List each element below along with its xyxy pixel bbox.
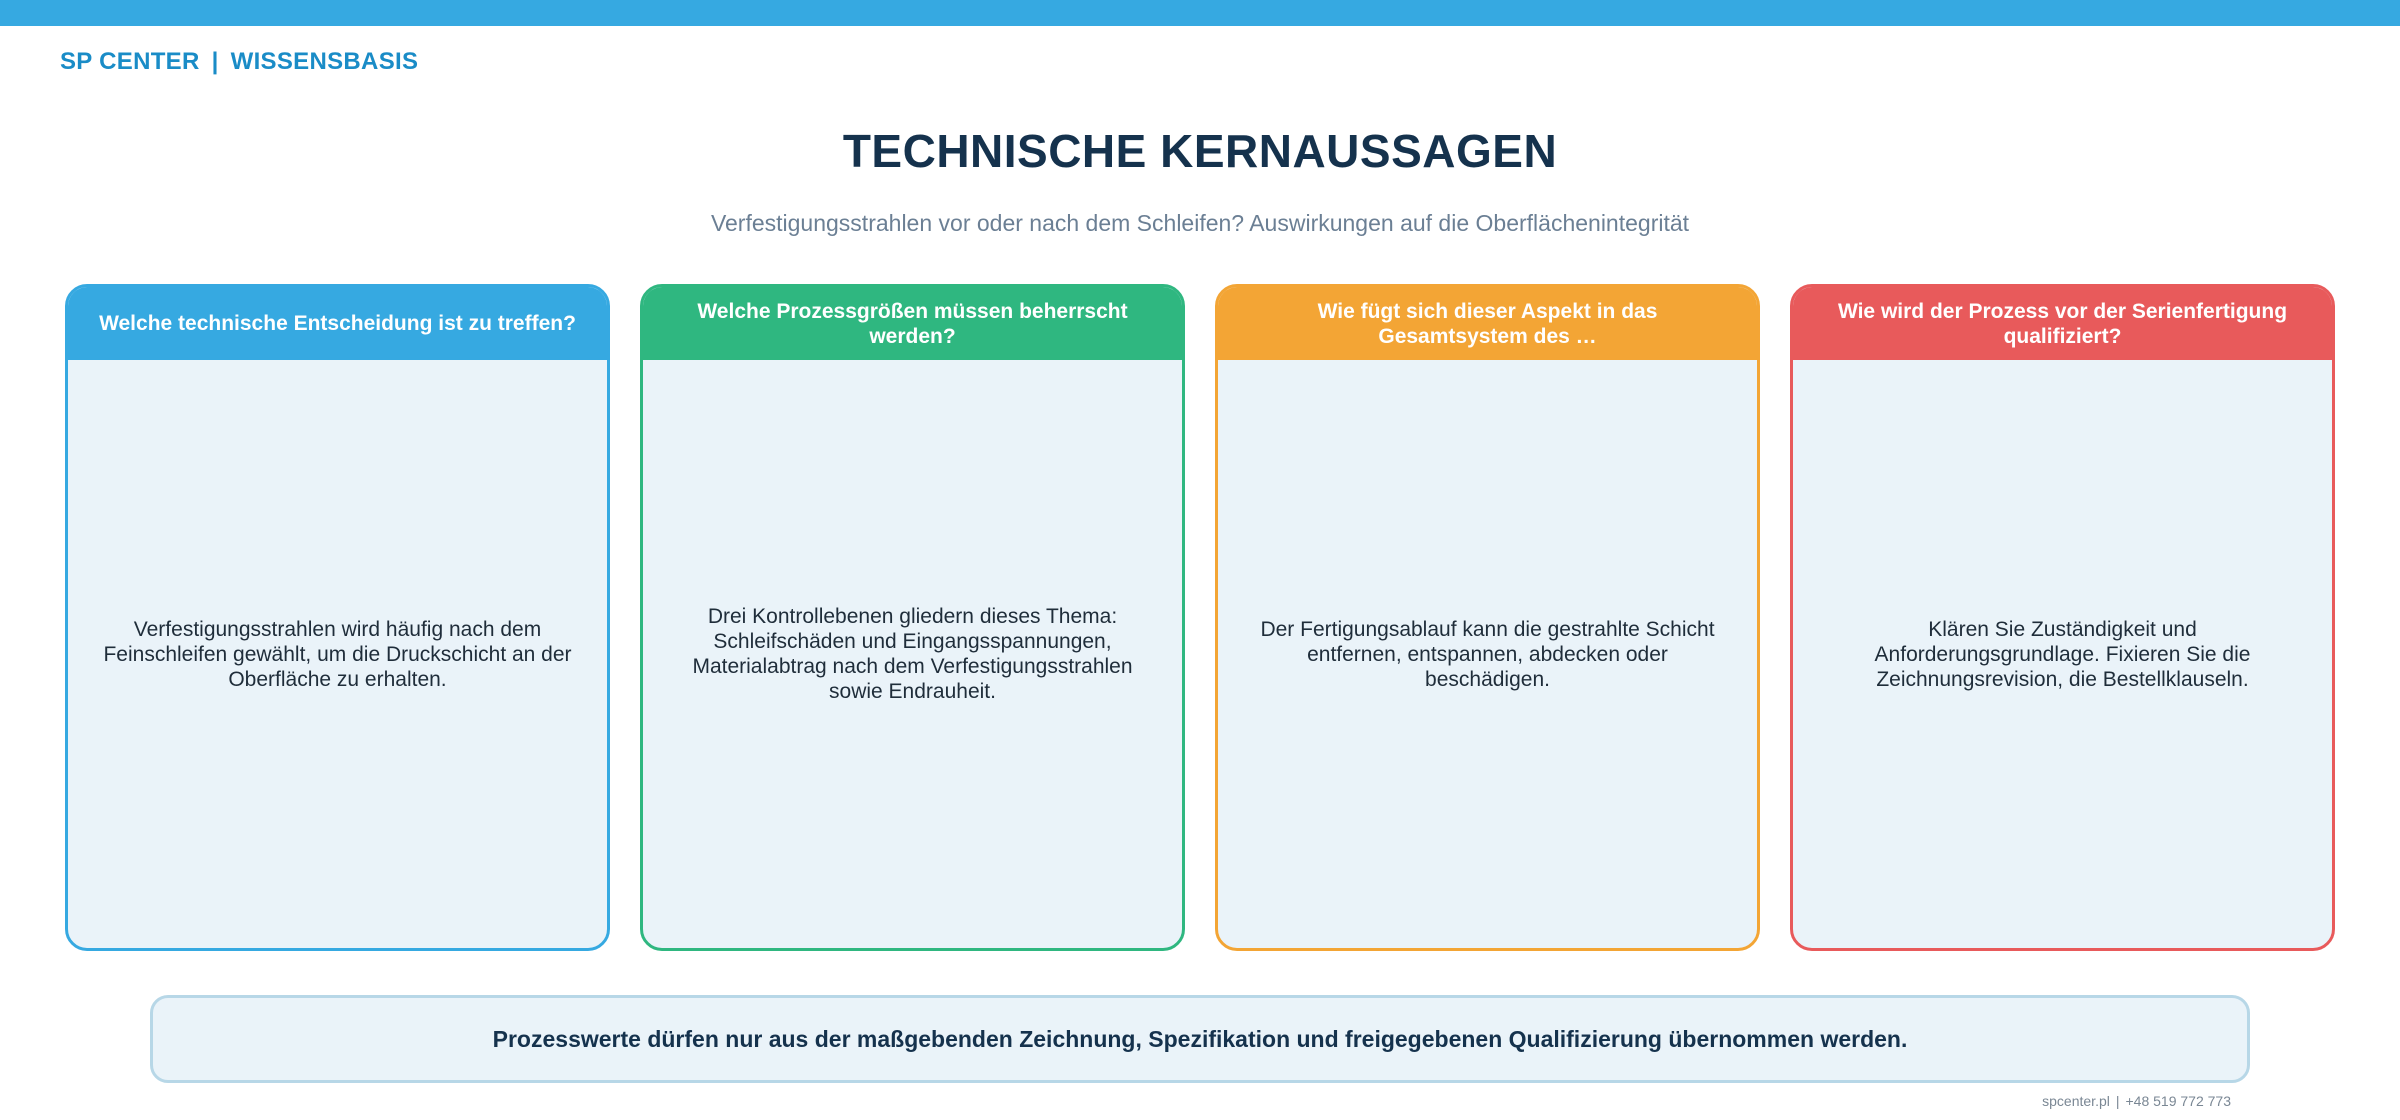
footer-contact (2042, 1093, 2231, 1109)
page-title: TECHNISCHE KERNAUSSAGEN (842, 125, 1558, 177)
footer-phone: +48 519 772 773 (2125, 1093, 2231, 1109)
brand-name: SP CENTER (60, 48, 200, 75)
brand-section: WISSENSBASIS (230, 48, 419, 75)
card-qualification (1790, 284, 2335, 951)
card-decision-body: Verfestigungsstrahlen wird häufig nach dem Feinschleifen gewählt, um die Druckschicht an der Oberfläche zu erhalten. (103, 617, 572, 691)
brand-header (60, 48, 418, 76)
card-process-variables-body: Drei Kontrollebenen gliedern dieses Thema: Schleifschäden und Eingangsspannungen, Materialabtrag nach dem Verfestigungsstrahlen sowie Endrauheit. (692, 605, 1133, 703)
card-qualification-heading: Wie wird der Prozess vor der Serienfertigung qualifiziert? (1793, 287, 2332, 360)
card-system-integration-body: Der Fertigungsablauf kann die gestrahlte Schicht entfernen, entspannen, abdecken oder beschädigen. (1260, 617, 1715, 691)
footer-website: spcenter.pl (2042, 1093, 2110, 1109)
card-process-variables-heading: Welche Prozessgrößen müssen beherrscht werden? (643, 287, 1182, 360)
page-subtitle: Verfestigungsstrahlen vor oder nach dem Schleifen? Auswirkungen auf die Oberflächenintegrität (710, 210, 1690, 236)
card-process-variables (640, 284, 1185, 951)
card-qualification-body: Klären Sie Zuständigkeit und Anforderungsgrundlage. Fixieren Sie die Zeichnungsrevision, die Bestellklauseln. (1874, 617, 2251, 691)
card-system-integration (1215, 284, 1760, 951)
top-accent-bar (0, 0, 2400, 26)
card-system-integration-heading: Wie fügt sich dieser Aspekt in das Gesamtsystem des … (1218, 287, 1757, 360)
process-values-note: Prozesswerte dürfen nur aus der maßgebenden Zeichnung, Spezifikation und freigegebenen Qualifizierung übernommen werden. (150, 995, 2250, 1083)
cards-row (65, 284, 2335, 951)
card-decision-heading: Welche technische Entscheidung ist zu treffen? (68, 287, 607, 360)
card-decision (65, 284, 610, 951)
brand-separator: | (211, 48, 219, 75)
footer-separator: | (2115, 1093, 2120, 1109)
